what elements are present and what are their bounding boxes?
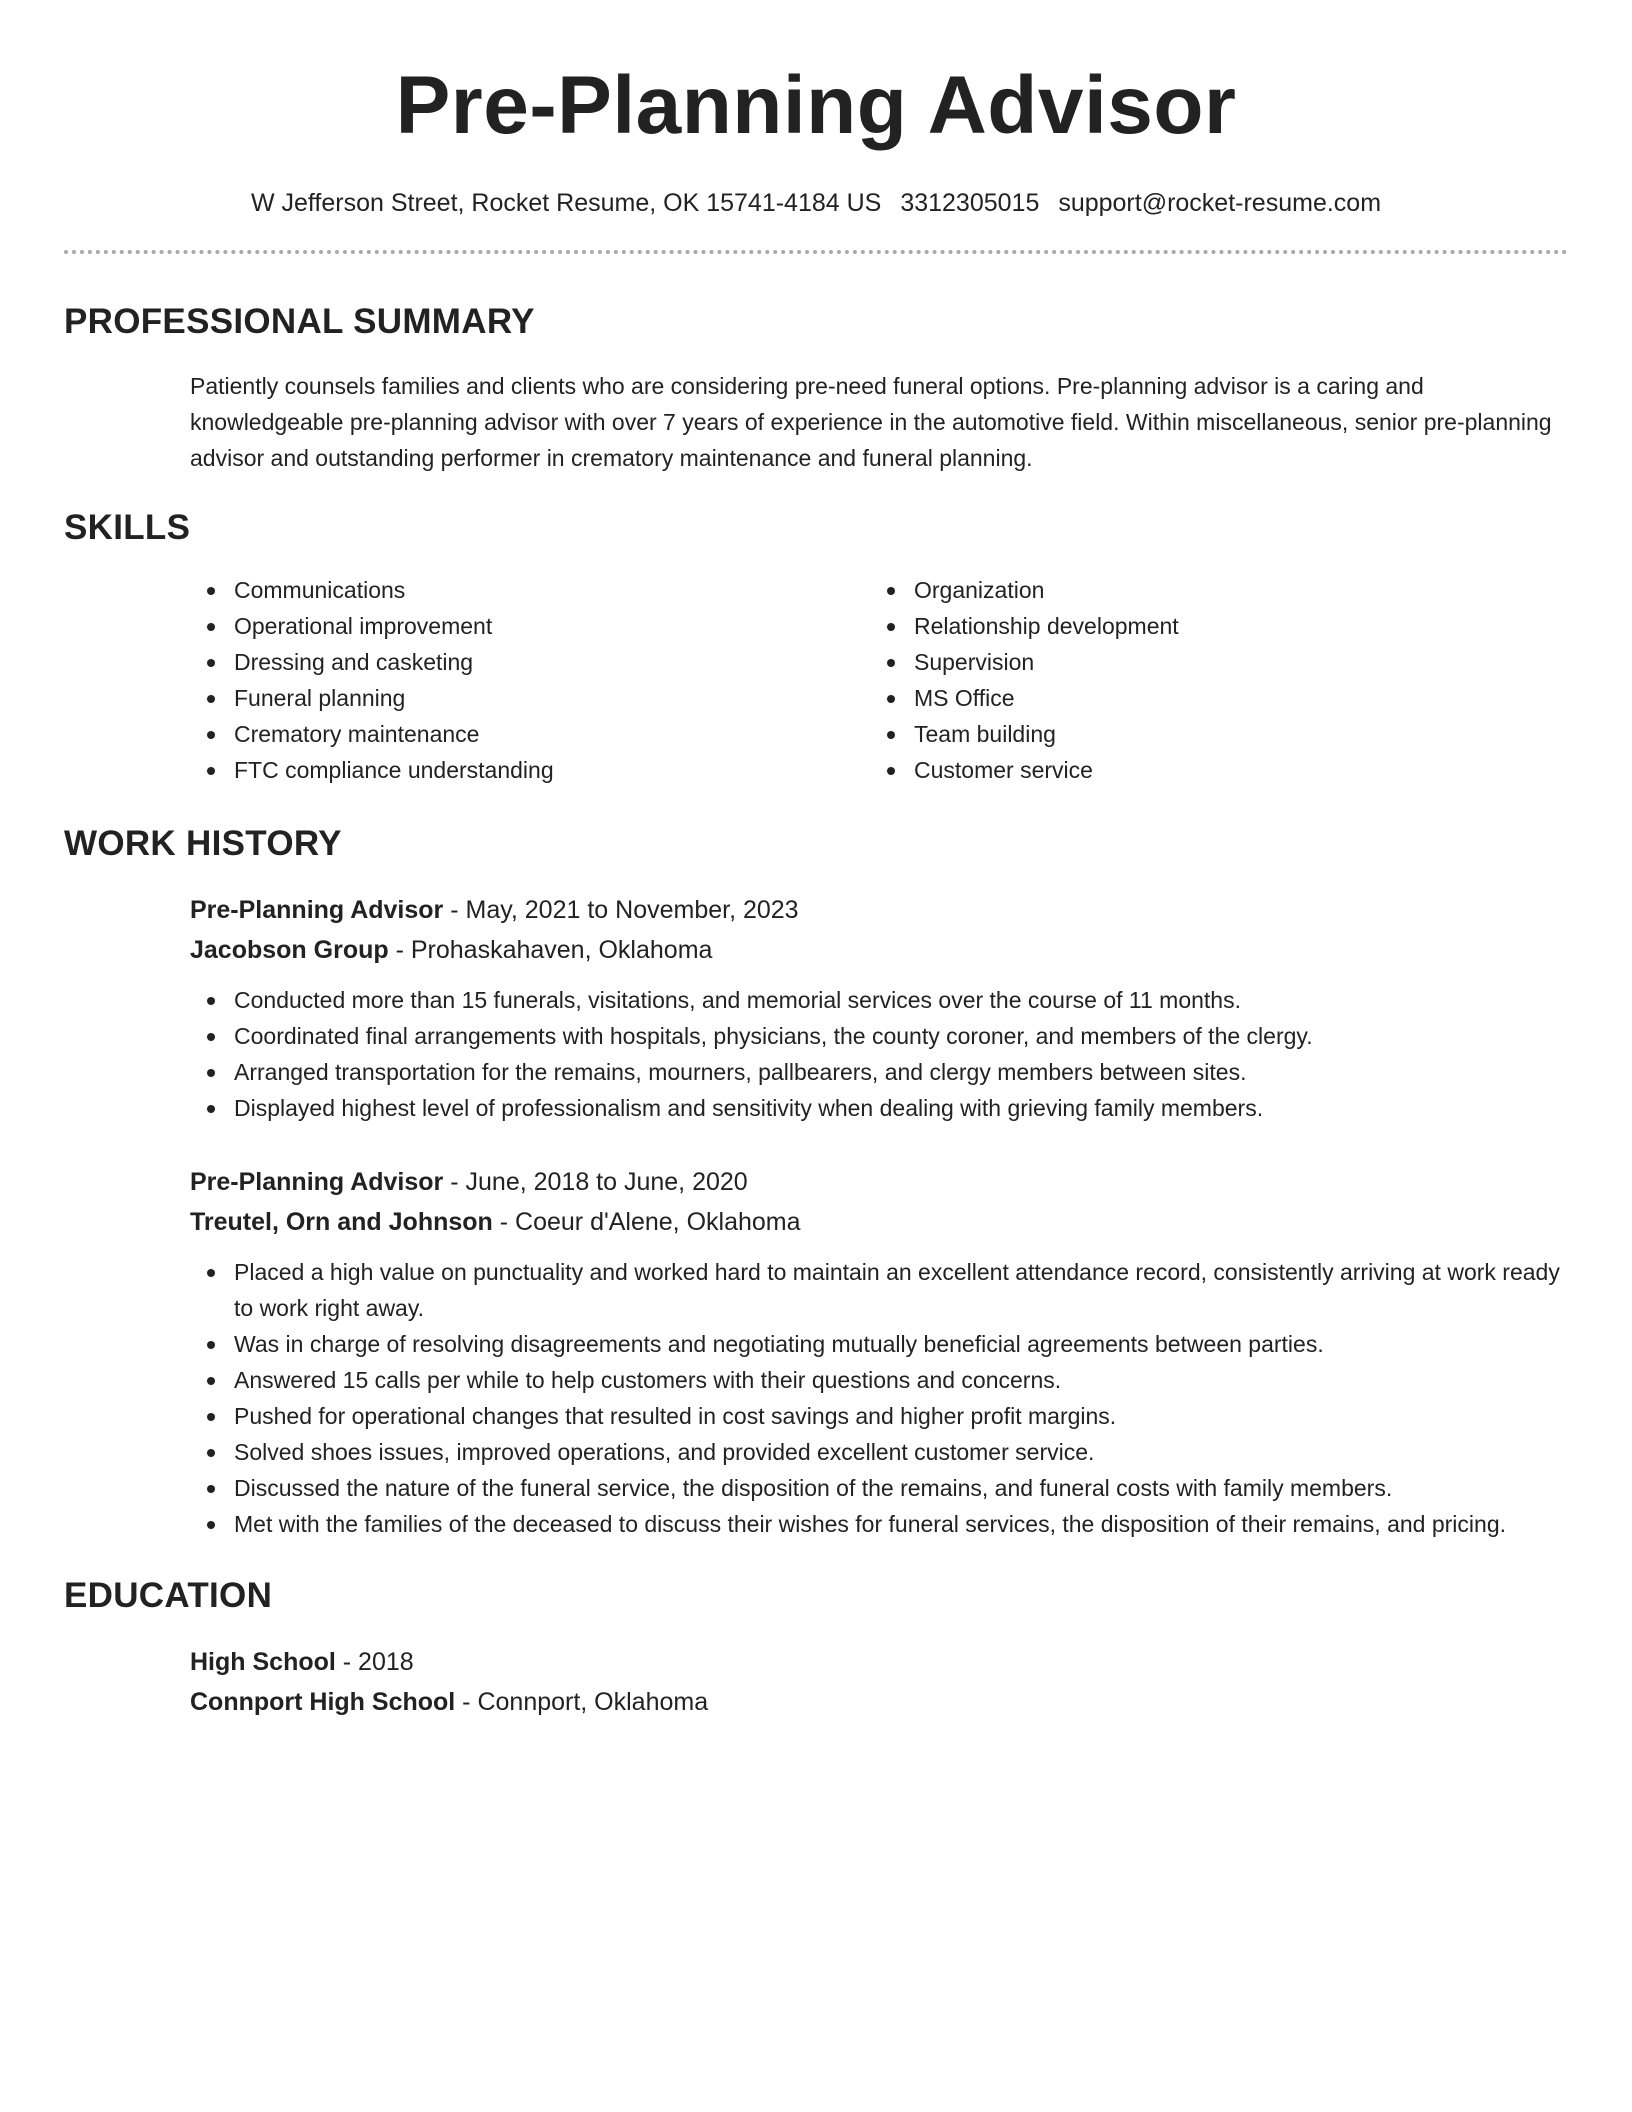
education-school-line <box>190 1682 1568 1722</box>
job-bullet: Coordinated final arrangements with hospitals, physicians, the county coroner, and members of the clergy. <box>190 1018 1568 1054</box>
job-role: Pre-Planning Advisor <box>190 1168 444 1196</box>
header-divider <box>64 250 1568 254</box>
skill-item: Crematory maintenance <box>190 716 870 752</box>
job-bullet: Displayed highest level of professionalism and sensitivity when dealing with grieving family members. <box>190 1090 1568 1126</box>
job-bullet: Placed a high value on punctuality and worked hard to maintain an excellent attendance record, consistently arriving at work ready to work right away. <box>190 1254 1568 1326</box>
job-dates: - June, 2018 to June, 2020 <box>443 1168 748 1196</box>
job-bullet: Was in charge of resolving disagreements and negotiating mutually beneficial agreements between parties. <box>190 1326 1568 1362</box>
skills-heading: SKILLS <box>64 508 191 547</box>
skill-item: Dressing and casketing <box>190 644 870 680</box>
skills-column-left <box>190 572 870 788</box>
education-degree-line <box>190 1642 1568 1682</box>
skill-item: Relationship development <box>870 608 1550 644</box>
skills-column-right <box>870 572 1550 788</box>
contact-email: support@rocket-resume.com <box>1058 189 1382 217</box>
skill-item: Communications <box>190 572 870 608</box>
job-bullet: Answered 15 calls per while to help customers with their questions and concerns. <box>190 1362 1568 1398</box>
job-location: - Prohaskahaven, Oklahoma <box>388 936 713 964</box>
education-degree: High School <box>190 1648 336 1676</box>
skill-item: Operational improvement <box>190 608 870 644</box>
contact-phone: 3312305015 <box>900 189 1040 217</box>
skill-item: Organization <box>870 572 1550 608</box>
job-title-line <box>190 1162 1568 1202</box>
job-bullets <box>190 1254 1568 1542</box>
contact-line <box>64 188 1568 218</box>
skill-item: Team building <box>870 716 1550 752</box>
job-role: Pre-Planning Advisor <box>190 896 444 924</box>
education-year: - 2018 <box>335 1648 414 1676</box>
job-bullet: Conducted more than 15 funerals, visitations, and memorial services over the course of 11 months. <box>190 982 1568 1018</box>
education-location: - Connport, Oklahoma <box>455 1688 709 1716</box>
job-entry <box>190 1162 1568 1542</box>
education-entry <box>190 1642 1568 1722</box>
job-location: - Coeur d'Alene, Oklahoma <box>492 1208 801 1236</box>
job-entry <box>190 890 1568 1126</box>
job-bullet: Solved shoes issues, improved operations, and provided excellent customer service. <box>190 1434 1568 1470</box>
skill-item: FTC compliance understanding <box>190 752 870 788</box>
job-bullet: Met with the families of the deceased to discuss their wishes for funeral services, the disposition of their remains, and pricing. <box>190 1506 1568 1542</box>
job-company-line <box>190 1202 1568 1242</box>
candidate-name: Pre-Planning Advisor <box>395 60 1237 151</box>
skill-item: Funeral planning <box>190 680 870 716</box>
job-bullet: Pushed for operational changes that resulted in cost savings and higher profit margins. <box>190 1398 1568 1434</box>
job-company: Jacobson Group <box>190 936 389 964</box>
education-heading: EDUCATION <box>64 1576 273 1615</box>
skills-list <box>190 572 1568 788</box>
summary-heading: PROFESSIONAL SUMMARY <box>64 302 535 341</box>
job-dates: - May, 2021 to November, 2023 <box>443 896 799 924</box>
job-bullets <box>190 982 1568 1126</box>
job-company: Treutel, Orn and Johnson <box>190 1208 493 1236</box>
contact-address: W Jefferson Street, Rocket Resume, OK 15741-4184 US <box>250 189 882 217</box>
job-title-line <box>190 890 1568 930</box>
skill-item: Customer service <box>870 752 1550 788</box>
education-school: Connport High School <box>190 1688 456 1716</box>
skill-item: Supervision <box>870 644 1550 680</box>
summary-text: Patiently counsels families and clients who are considering pre-need funeral options. Pre-planning advisor is a caring and knowledgeable pre-planning advisor with over 7 years of experience in the automotive field. Within miscellaneous, senior pre-planning advisor and outstanding performer in crematory maintenance and funeral planning. <box>190 373 1552 471</box>
job-company-line <box>190 930 1568 970</box>
job-bullet: Discussed the nature of the funeral service, the disposition of the remains, and funeral costs with family members. <box>190 1470 1568 1506</box>
job-bullet: Arranged transportation for the remains, mourners, pallbearers, and clergy members between sites. <box>190 1054 1568 1090</box>
work-history-heading: WORK HISTORY <box>64 824 342 863</box>
skill-item: MS Office <box>870 680 1550 716</box>
